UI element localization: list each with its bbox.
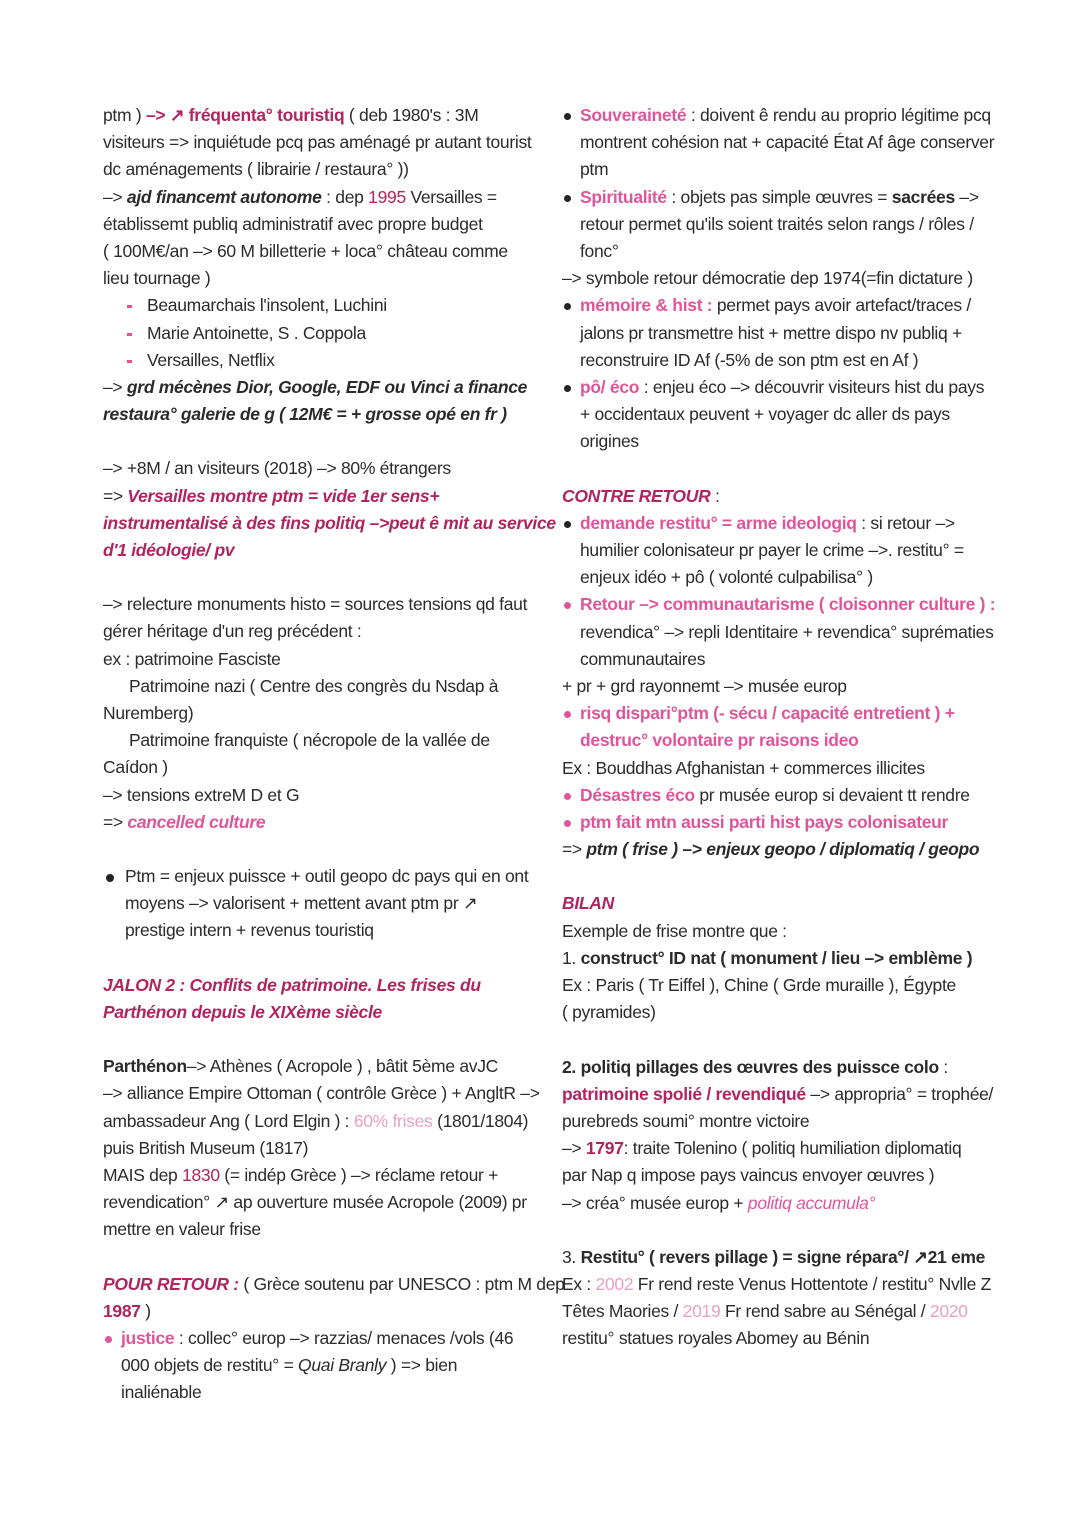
text-line: –> alliance Empire Ottoman ( contrôle Grèce ) + AngltR –> [103, 1083, 540, 1104]
text-line: Patrimoine nazi ( Centre des congrès du Nsdap à [129, 675, 499, 696]
text-line: revendication° ↗ ap ouverture musée Acropole (2009) pr [103, 1192, 527, 1213]
bullet-item: justice : collec° europ –> razzias/ menaces /vols (46 [103, 1325, 528, 1352]
text-line: humilier colonisateur pr payer le crime –>. restitu° = [580, 540, 964, 561]
text-line: restaura° galerie de g ( 12M€ = + grosse opé en fr ) [103, 404, 507, 425]
text-line: –> créa° musée europ + politiq accumula° [562, 1192, 876, 1213]
text-line: MAIS dep 1830 (= indép Grèce ) –> réclame retour + [103, 1164, 499, 1185]
text-line: destruc° volontaire pr raisons ideo [580, 730, 859, 751]
bullet-item: risq dispari°ptm (- sécu / capacité entretient ) + [562, 700, 982, 727]
left-column [103, 102, 565, 1407]
text-line: jalons pr transmettre hist + mettre dispo nv publiq + [580, 322, 962, 343]
right-column [562, 102, 996, 1353]
text-line: –> symbole retour démocratie dep 1974(=fin dictature ) [562, 268, 973, 289]
text-line: –> tensions extreM D et G [103, 784, 300, 805]
text-line: purebreds soumi° montre victoire [562, 1110, 810, 1131]
bullet-item: Ptm = enjeux puissce + outil geopo dc pays qui en ont [103, 863, 528, 890]
text-line: => cancelled culture [103, 811, 266, 832]
text-line: enjeux idéo + pô ( volonté culpabilisa° ) [580, 567, 873, 588]
text-line: patrimoine spolié / revendiqué –> appropria° = trophée/ [562, 1083, 994, 1104]
list-item: Beaumarchais l'insolent, Luchini [103, 292, 528, 319]
text-line: 1. construct° ID nat ( monument / lieu –> emblème ) [562, 947, 973, 968]
text-line: restitu° statues royales Abomey au Bénin [562, 1328, 870, 1349]
text-line: Têtes Maories / 2019 Fr rend sabre au Sénégal / 2020 [562, 1301, 968, 1322]
text-line: prestige intern + revenus touristiq [125, 920, 374, 941]
text-line: 1987 ) [103, 1300, 151, 1321]
text-line: ambassadeur Ang ( Lord Elgin ) : 60% frises (1801/1804) [103, 1110, 529, 1131]
text-line: –> 1797: traite Tolenino ( politiq humiliation diplomatiq [562, 1138, 962, 1159]
text-line: –> +8M / an visiteurs (2018) –> 80% étrangers [103, 458, 451, 479]
text-line: mettre en valeur frise [103, 1219, 261, 1240]
text-line: 2. politiq pillages des œuvres des puissce colo : [562, 1056, 948, 1077]
text-line: origines [580, 431, 639, 452]
bullet-item: demande restitu° = arme ideologiq : si retour –> [562, 510, 982, 537]
text-line: par Nap q impose pays vaincus envoyer œuvres ) [562, 1165, 935, 1186]
text-line: + pr + grd rayonnemt –> musée europ [562, 676, 847, 697]
text-line: ptm [580, 159, 609, 180]
text-line: puis British Museum (1817) [103, 1137, 309, 1158]
section-heading: Parthénon depuis le XIXème siècle [103, 1001, 382, 1022]
bullet-item: Retour –> communautarisme ( cloisonner culture ) : [562, 591, 982, 618]
text-line: retour permet qu'ils soient traités selon rangs / rôles / [580, 213, 974, 234]
text-line: reconstruire ID Af (-5% de son ptm est en Af ) [580, 349, 919, 370]
text-line: Nuremberg) [103, 703, 194, 724]
bullet-item: pô/ éco : enjeu éco –> découvrir visiteurs hist du pays [562, 374, 982, 401]
section-heading: BILAN [562, 893, 614, 914]
text-line: moyens –> valorisent + mettent avant ptm pr ↗ [125, 893, 478, 914]
text-line: => ptm ( frise ) –> enjeux geopo / diplomatiq / geopo [562, 839, 980, 860]
text-line: inaliénable [121, 1382, 202, 1403]
text-line: + occidentaux peuvent + voyager dc aller ds pays [580, 404, 950, 425]
bullet-item: Désastres éco pr musée europ si devaient tt rendre [562, 782, 982, 809]
text-line: Patrimoine franquiste ( nécropole de la vallée de [129, 730, 490, 751]
text-line: Caídon ) [103, 757, 168, 778]
text-line: ( 100M€/an –> 60 M billetterie + loca° château comme [103, 241, 508, 262]
text-line: Ex : Paris ( Tr Eiffel ), Chine ( Grde muraille ), Égypte [562, 975, 956, 996]
text-line: fonc° [580, 241, 619, 262]
list-item: Versailles, Netflix [103, 347, 528, 374]
text-line: gérer héritage d'un reg précédent : [103, 621, 362, 642]
text-line: –> ajd financemt autonome : dep 1995 Versailles = [103, 186, 497, 207]
text-line: revendica° –> repli Identitaire + revendica° suprématies [580, 621, 994, 642]
text-line: montrent cohésion nat + capacité État Af âge conserver [580, 132, 995, 153]
text-line: Exemple de frise montre que : [562, 920, 787, 941]
text-line: Ex : 2002 Fr rend reste Venus Hottentote / restitu° Nvlle Z [562, 1273, 991, 1294]
bullet-item: ptm fait mtn aussi parti hist pays colonisateur [562, 809, 982, 836]
text-line: instrumentalisé à des fins politiq –>peut ê mit au service [103, 512, 556, 533]
section-heading: CONTRE RETOUR : [562, 485, 720, 506]
text-line: Ex : Bouddhas Afghanistan + commerces illicites [562, 757, 925, 778]
bullet-item: Spiritualité : objets pas simple œuvres = sacrées –> [562, 184, 982, 211]
list-item: Marie Antoinette, S . Coppola [103, 320, 528, 347]
text-line: établissemt publiq administratif avec propre budget [103, 213, 483, 234]
text-line: lieu tournage ) [103, 268, 211, 289]
text-line: ex : patrimoine Fasciste [103, 648, 281, 669]
text-line: visiteurs => inquiétude pcq pas aménagé pr autant tourist [103, 132, 532, 153]
text-line: => Versailles montre ptm = vide 1er sens+ [103, 485, 440, 506]
section-heading: POUR RETOUR : ( Grèce soutenu par UNESCO : ptm M dep [103, 1273, 565, 1294]
text-line: ( pyramides) [562, 1002, 656, 1023]
text-line: dc aménagements ( librairie / restaura° )) [103, 159, 409, 180]
text-line: 3. Restitu° ( revers pillage ) = signe répara°/ ↗21 eme [562, 1246, 986, 1267]
bullet-item: mémoire & hist : permet pays avoir artefact/traces / [562, 292, 982, 319]
text-line: communautaires [580, 648, 706, 669]
text-line: d'1 idéologie/ pv [103, 540, 235, 561]
text-line: –> grd mécènes Dior, Google, EDF ou Vinci a finance [103, 377, 528, 398]
bullet-item: Souveraineté : doivent ê rendu au proprio légitime pcq [562, 102, 982, 129]
text-line: 000 objets de restitu° = Quai Branly ) => bien [121, 1355, 458, 1376]
text-line: –> relecture monuments histo = sources tensions qd faut [103, 594, 528, 615]
text-line: Parthénon–> Athènes ( Acropole ) , bâtit 5ème avJC [103, 1056, 498, 1077]
text-line: ptm ) –> ↗ fréquenta° touristiq ( deb 1980's : 3M [103, 105, 479, 125]
section-heading: JALON 2 : Conflits de patrimoine. Les frises du [103, 974, 481, 995]
